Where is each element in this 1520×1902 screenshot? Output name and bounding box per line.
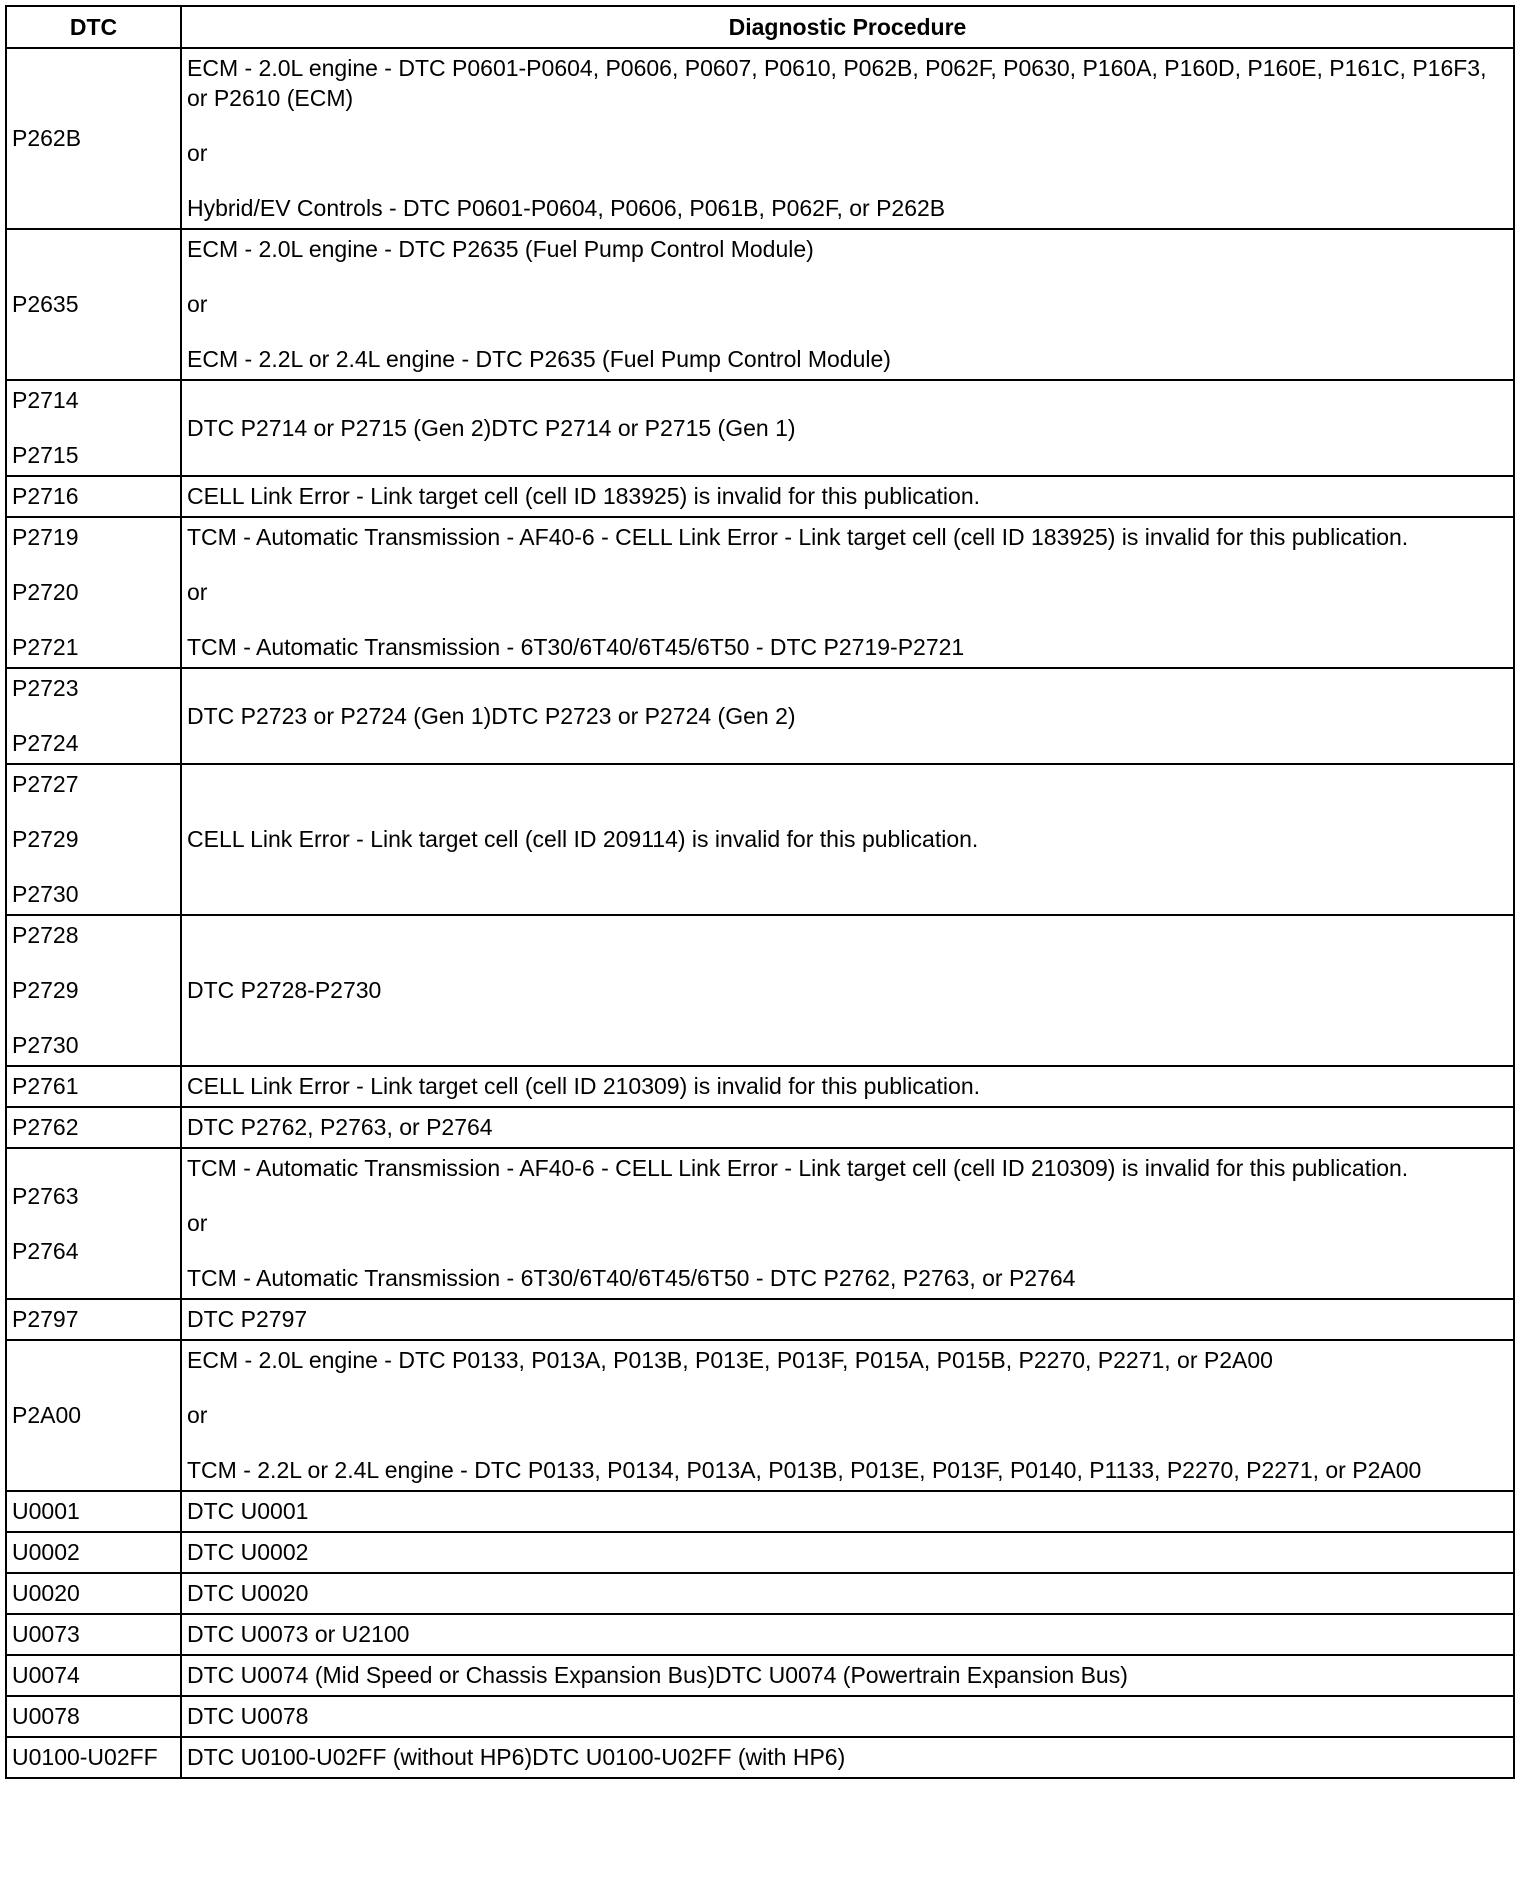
dtc-cell (6, 764, 181, 915)
table-row (6, 1696, 1514, 1737)
table-row (6, 517, 1514, 668)
procedure-cell (181, 517, 1514, 668)
procedure-text: DTC P2728-P2730 (187, 977, 382, 1003)
dtc-code: P2729 (12, 977, 79, 1003)
dtc-cell (6, 1737, 181, 1778)
table-row (6, 476, 1514, 517)
procedure-text: CELL Link Error - Link target cell (cell ID 210309) is invalid for this publication. (187, 1073, 981, 1099)
procedure-separator: or (187, 1402, 208, 1428)
dtc-column-header: DTC (6, 6, 181, 48)
dtc-code: P2635 (12, 291, 79, 317)
procedure-text: TCM - Automatic Transmission - 6T30/6T40/6T45/6T50 - DTC P2719-P2721 (187, 634, 965, 660)
table-row (6, 1299, 1514, 1340)
procedure-text: DTC U0073 or U2100 (187, 1621, 410, 1647)
dtc-code: P2729 (12, 826, 79, 852)
dtc-code: P2764 (12, 1237, 79, 1264)
dtc-code: U0001 (12, 1498, 80, 1524)
dtc-code: U0020 (12, 1580, 80, 1606)
dtc-cell (6, 1066, 181, 1107)
procedure-separator: or (187, 140, 208, 166)
procedure-separator: or (187, 579, 208, 605)
dtc-code: P2721 (12, 634, 79, 660)
table-row (6, 1107, 1514, 1148)
dtc-cell (6, 1532, 181, 1573)
dtc-cell (6, 229, 181, 380)
procedure-text: DTC U0074 (Mid Speed or Chassis Expansion Bus)DTC U0074 (Powertrain Expansion Bus) (187, 1662, 1128, 1688)
procedure-cell (181, 380, 1514, 476)
table-row (6, 1737, 1514, 1778)
dtc-code: P2724 (12, 730, 79, 756)
procedure-text: DTC U0002 (187, 1539, 309, 1565)
dtc-cell (6, 1491, 181, 1532)
procedure-cell (181, 915, 1514, 1066)
dtc-code: U0100-U02FF (12, 1744, 158, 1770)
procedure-text: CELL Link Error - Link target cell (cell ID 209114) is invalid for this publication. (187, 826, 979, 852)
table-row (6, 915, 1514, 1066)
dtc-cell (6, 476, 181, 517)
dtc-code: P2A00 (12, 1402, 82, 1428)
procedure-cell (181, 476, 1514, 517)
dtc-cell (6, 915, 181, 1066)
procedure-text: DTC U0001 (187, 1498, 309, 1524)
dtc-code: P2723 (12, 675, 79, 701)
dtc-cell (6, 380, 181, 476)
table-row (6, 229, 1514, 380)
dtc-cell (6, 1299, 181, 1340)
dtc-code: P2763 (12, 1182, 79, 1209)
dtc-code: U0074 (12, 1662, 80, 1688)
procedure-cell (181, 1299, 1514, 1340)
dtc-code: U0002 (12, 1539, 80, 1565)
procedure-cell (181, 1066, 1514, 1107)
procedure-text: DTC U0100-U02FF (without HP6)DTC U0100-U02FF (with HP6) (187, 1744, 846, 1770)
procedure-text: ECM - 2.0L engine - DTC P2635 (Fuel Pump Control Module) (187, 236, 814, 262)
dtc-code: P2728 (12, 922, 79, 948)
procedure-text: DTC P2723 or P2724 (Gen 1)DTC P2723 or P2724 (Gen 2) (187, 702, 796, 729)
procedure-text: DTC U0078 (187, 1703, 309, 1729)
table-row (6, 1655, 1514, 1696)
procedure-text: ECM - 2.0L engine - DTC P0133, P013A, P013B, P013E, P013F, P015A, P015B, P2270, P2271, or P2A00 (187, 1347, 1273, 1373)
dtc-code: P2714 (12, 387, 79, 413)
procedure-text: DTC P2797 (187, 1306, 308, 1332)
procedure-cell (181, 1148, 1514, 1299)
procedure-text: TCM - Automatic Transmission - 6T30/6T40/6T45/6T50 - DTC P2762, P2763, or P2764 (187, 1265, 1076, 1291)
dtc-code: U0078 (12, 1703, 80, 1729)
dtc-code: P2719 (12, 524, 79, 550)
table-row (6, 1491, 1514, 1532)
dtc-code: P2761 (12, 1073, 79, 1099)
procedure-text: TCM - Automatic Transmission - AF40-6 - CELL Link Error - Link target cell (cell ID 183925) is invalid for this publication. (187, 524, 1409, 550)
table-row (6, 48, 1514, 229)
procedure-text: TCM - 2.2L or 2.4L engine - DTC P0133, P0134, P013A, P013B, P013E, P013F, P0140, P1133, P2270, P2271, or P2A00 (187, 1457, 1422, 1483)
dtc-cell (6, 48, 181, 229)
procedure-cell (181, 1696, 1514, 1737)
table-row (6, 1066, 1514, 1107)
table-row (6, 1614, 1514, 1655)
dtc-cell (6, 1148, 181, 1299)
dtc-cell (6, 517, 181, 668)
procedure-cell (181, 764, 1514, 915)
table-header-row (6, 6, 1514, 48)
dtc-code: P262B (12, 125, 82, 151)
table-row (6, 1532, 1514, 1573)
table-row (6, 1148, 1514, 1299)
procedure-cell (181, 229, 1514, 380)
procedure-cell (181, 1532, 1514, 1573)
procedure-text: CELL Link Error - Link target cell (cell ID 183925) is invalid for this publication. (187, 483, 981, 509)
table-row (6, 668, 1514, 764)
dtc-code: P2762 (12, 1114, 79, 1140)
dtc-code: P2715 (12, 442, 79, 468)
procedure-cell (181, 1655, 1514, 1696)
procedure-cell (181, 1573, 1514, 1614)
procedure-cell (181, 1107, 1514, 1148)
table-row (6, 380, 1514, 476)
procedure-cell (181, 1340, 1514, 1491)
table-row (6, 1573, 1514, 1614)
dtc-cell (6, 1696, 181, 1737)
procedure-cell (181, 48, 1514, 229)
procedure-text: ECM - 2.2L or 2.4L engine - DTC P2635 (Fuel Pump Control Module) (187, 346, 891, 372)
procedure-text: DTC U0020 (187, 1580, 309, 1606)
procedure-text: Hybrid/EV Controls - DTC P0601-P0604, P0606, P061B, P062F, or P262B (187, 195, 946, 221)
procedure-text: DTC P2762, P2763, or P2764 (187, 1114, 493, 1140)
dtc-cell (6, 1655, 181, 1696)
procedure-separator: or (187, 1210, 208, 1236)
procedure-cell (181, 668, 1514, 764)
procedure-column-header: Diagnostic Procedure (181, 6, 1514, 48)
dtc-cell (6, 1107, 181, 1148)
dtc-code: P2730 (12, 1032, 79, 1058)
dtc-cell (6, 1573, 181, 1614)
procedure-text: ECM - 2.0L engine - DTC P0601-P0604, P0606, P0607, P0610, P062B, P062F, P0630, P160A, P160D, P160E, P161C, P16F3, or P2610 (ECM) (187, 55, 1487, 111)
dtc-code: P2730 (12, 881, 79, 907)
dtc-cell (6, 668, 181, 764)
table-row (6, 764, 1514, 915)
dtc-cell (6, 1340, 181, 1491)
procedure-cell (181, 1491, 1514, 1532)
dtc-code: P2720 (12, 579, 79, 605)
procedure-text: TCM - Automatic Transmission - AF40-6 - CELL Link Error - Link target cell (cell ID 210309) is invalid for this publication. (187, 1155, 1409, 1181)
procedure-text: DTC P2714 or P2715 (Gen 2)DTC P2714 or P2715 (Gen 1) (187, 414, 796, 441)
dtc-code: U0073 (12, 1621, 80, 1647)
table-row (6, 1340, 1514, 1491)
procedure-cell (181, 1614, 1514, 1655)
dtc-code: P2727 (12, 771, 79, 797)
dtc-code: P2797 (12, 1306, 79, 1332)
dtc-cell (6, 1614, 181, 1655)
procedure-separator: or (187, 291, 208, 317)
procedure-cell (181, 1737, 1514, 1778)
dtc-table (5, 5, 1515, 1779)
table-body (6, 48, 1514, 1778)
dtc-code: P2716 (12, 483, 79, 509)
